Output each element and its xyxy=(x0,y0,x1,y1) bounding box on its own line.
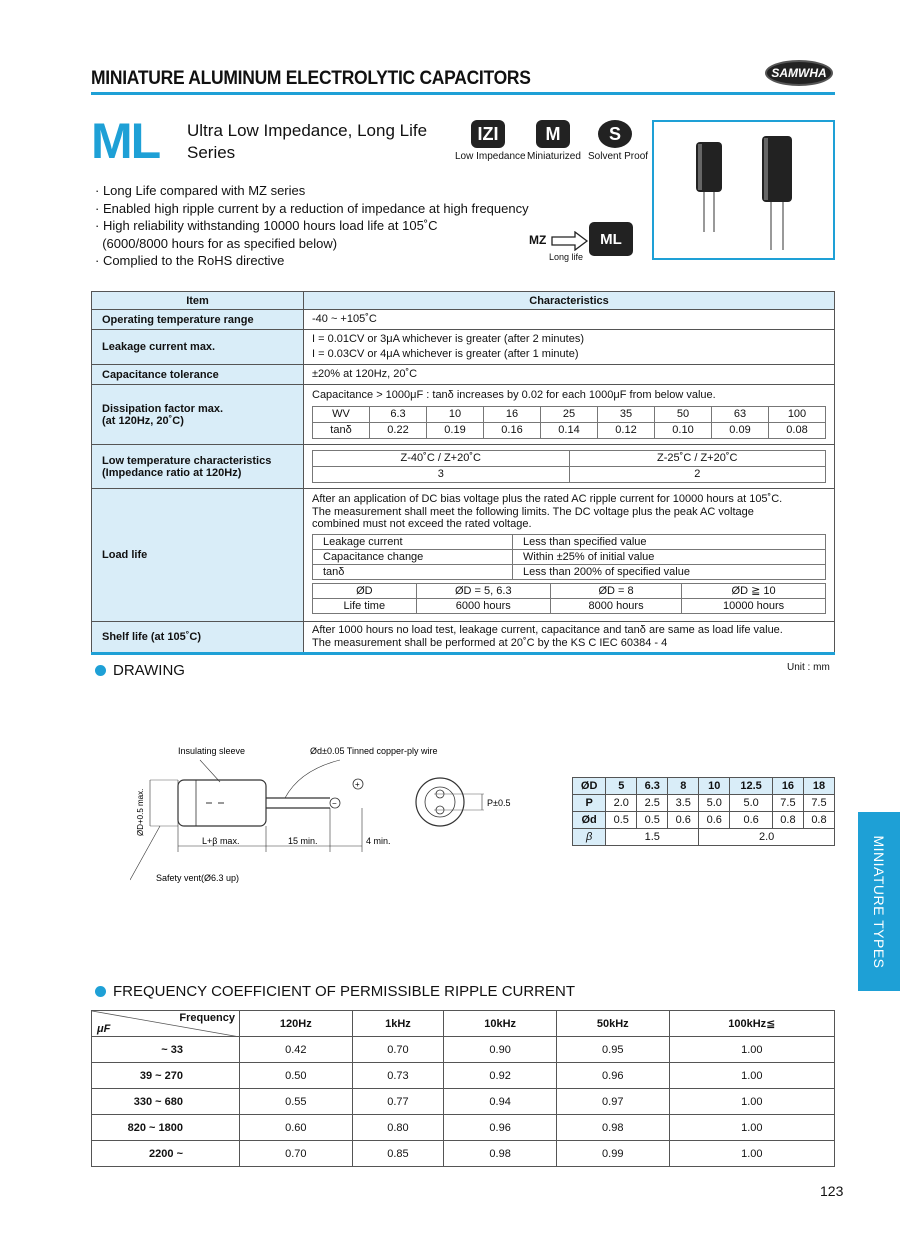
dim-cell: 0.5 xyxy=(637,812,668,829)
subtitle-line-1: Ultra Low Impedance, Long Life xyxy=(187,121,428,140)
cap-range: 2200 ~ xyxy=(92,1141,240,1167)
shelf-line: The measurement shall be performed at 20˚C by the KS C IEC 60384 - 4 xyxy=(312,637,668,649)
wv-cell: 6.3 xyxy=(370,406,427,422)
series-code: ML xyxy=(91,113,160,169)
feature-list xyxy=(95,182,529,270)
dim-cell: 7.5 xyxy=(803,795,834,812)
coef-cell: 0.50 xyxy=(240,1063,353,1089)
spec-item: Capacitance tolerance xyxy=(92,365,304,385)
dim-head: β xyxy=(573,829,606,846)
coef-cell: 1.00 xyxy=(669,1115,834,1141)
relation-to: ML xyxy=(589,222,633,256)
cap-range: ~ 33 xyxy=(92,1037,240,1063)
tan-cell: 0.08 xyxy=(769,422,826,438)
badge-caption: Miniaturized xyxy=(527,151,581,162)
label-wire: Ød±0.05 Tinned copper-ply wire xyxy=(310,746,438,756)
badge-miniaturized xyxy=(527,120,579,162)
freq-col-head: 120Hz xyxy=(240,1011,353,1037)
spec-value xyxy=(304,385,835,445)
product-photo xyxy=(652,120,835,260)
dim-head: P xyxy=(573,795,606,812)
corner-cell xyxy=(92,1011,240,1037)
spec-item: Load life xyxy=(92,489,304,622)
capacitor-photo-icon xyxy=(654,122,833,258)
wv-cell: 35 xyxy=(598,406,655,422)
tan-cell: 0.22 xyxy=(370,422,427,438)
limit-key: tanδ xyxy=(313,564,513,579)
limit-key: Capacitance change xyxy=(313,549,513,564)
coef-cell: 0.77 xyxy=(352,1089,444,1115)
lowtemp-head: Z-40˚C / Z+20˚C xyxy=(313,451,570,467)
tan-cell: 0.12 xyxy=(598,422,655,438)
dim-cell: 0.5 xyxy=(606,812,637,829)
wv-cell: 100 xyxy=(769,406,826,422)
freq-col-head: 10kHz xyxy=(444,1011,557,1037)
spec-head-item: Item xyxy=(92,292,304,310)
drawing-title: DRAWING xyxy=(113,662,185,679)
minus-sign-icon: − xyxy=(332,799,337,808)
spec-value xyxy=(304,330,835,365)
leakage-line: I = 0.01CV or 3μA whichever is greater (after 2 minutes) xyxy=(312,333,584,345)
spec-item xyxy=(92,385,304,445)
dim-cell: 2.5 xyxy=(637,795,668,812)
loadlife-text: combined must not exceed the rated voltage. xyxy=(312,518,532,531)
dim-cell: 2.0 xyxy=(606,795,637,812)
spec-head-characteristics: Characteristics xyxy=(304,292,835,310)
loadlife-limits-table xyxy=(312,534,826,580)
wv-cell: 16 xyxy=(484,406,541,422)
leakage-line: I = 0.03CV or 4μA whichever is greater (after 1 minute) xyxy=(312,348,579,360)
dissipation-table xyxy=(312,406,826,439)
wv-cell: 50 xyxy=(655,406,712,422)
dissipation-note: Capacitance > 1000μF : tanδ increases by 0.02 for each 1000μF from below value. xyxy=(312,388,716,401)
loadlife-text: After an application of DC bias voltage plus the rated AC ripple current for 10000 hours at 105˚C. xyxy=(312,493,783,506)
coef-cell: 0.70 xyxy=(240,1141,353,1167)
lowtemp-value: 3 xyxy=(313,467,570,483)
coef-cell: 0.60 xyxy=(240,1115,353,1141)
coef-cell: 0.99 xyxy=(556,1141,669,1167)
coef-cell: 0.73 xyxy=(352,1063,444,1089)
wv-cell: 25 xyxy=(541,406,598,422)
freq-col-head: 50kHz xyxy=(556,1011,669,1037)
spec-value: -40 ~ +105˚C xyxy=(304,310,835,330)
spec-item-line: Low temperature characteristics xyxy=(102,454,272,467)
dim-head: Ød xyxy=(573,812,606,829)
spec-item-line: (Impedance ratio at 120Hz) xyxy=(102,466,242,479)
dim-cell: 8 xyxy=(668,778,699,795)
spec-value xyxy=(304,489,835,622)
lifetime-value: 8000 hours xyxy=(550,598,681,613)
page-title: MINIATURE ALUMINUM ELECTROLYTIC CAPACITORS xyxy=(91,68,531,89)
relation-caption: Long life xyxy=(549,252,584,262)
coef-cell: 0.97 xyxy=(556,1089,669,1115)
label-pitch: P±0.5 xyxy=(487,798,511,808)
label-vent: Safety vent(Ø6.3 up) xyxy=(156,873,240,883)
badge-solvent-proof xyxy=(588,120,649,162)
tan-cell: 0.16 xyxy=(484,422,541,438)
coef-cell: 0.90 xyxy=(444,1037,557,1063)
dim-cell: 1.5 xyxy=(606,829,699,846)
label-diameter: ØD+0.5 max. xyxy=(136,788,145,836)
spec-value: ±20% at 120Hz, 20˚C xyxy=(304,365,835,385)
spec-item-line: (at 120Hz, 20˚C) xyxy=(102,414,184,427)
lifetime-value: 6000 hours xyxy=(416,598,550,613)
coef-cell: 0.70 xyxy=(352,1037,444,1063)
lifetime-head: ØD = 8 xyxy=(550,583,681,598)
dim-cell: 0.6 xyxy=(730,812,773,829)
tan-cell: 0.14 xyxy=(541,422,598,438)
lowtemp-value: 2 xyxy=(569,467,826,483)
coef-cell: 0.95 xyxy=(556,1037,669,1063)
coef-cell: 0.96 xyxy=(556,1063,669,1089)
table-row xyxy=(92,1063,835,1089)
wv-label: WV xyxy=(313,406,370,422)
frequency-title: FREQUENCY COEFFICIENT OF PERMISSIBLE RIPPLE CURRENT xyxy=(113,983,576,1000)
table-row xyxy=(92,1089,835,1115)
solvent-proof-icon: S xyxy=(598,120,632,148)
corner-frequency: Frequency xyxy=(179,1012,235,1024)
tan-label: tanδ xyxy=(313,422,370,438)
lifetime-value: 10000 hours xyxy=(682,598,826,613)
samwha-logo: SAMWHA xyxy=(765,60,833,86)
coef-cell: 0.92 xyxy=(444,1063,557,1089)
page-number: 123 xyxy=(820,1183,844,1199)
dim-cell: 6.3 xyxy=(637,778,668,795)
dim-cell: 16 xyxy=(772,778,803,795)
frequency-table xyxy=(91,1010,835,1167)
dim-cell: 12.5 xyxy=(730,778,773,795)
coef-cell: 0.85 xyxy=(352,1141,444,1167)
limit-key: Leakage current xyxy=(313,534,513,549)
series-subtitle xyxy=(187,120,447,164)
bullet-dot-icon xyxy=(95,986,106,997)
coef-cell: 0.98 xyxy=(556,1115,669,1141)
dim-cell: 0.6 xyxy=(668,812,699,829)
cap-range: 820 ~ 1800 xyxy=(92,1115,240,1141)
relation-from: MZ xyxy=(529,233,547,247)
section-rule xyxy=(91,652,835,655)
lifetime-head: ØD ≧ 10 xyxy=(682,583,826,598)
limit-value: Less than specified value xyxy=(513,534,826,549)
dim-head: ØD xyxy=(573,778,606,795)
lowtemp-table xyxy=(312,450,826,483)
coef-cell: 0.96 xyxy=(444,1115,557,1141)
label-sleeve: Insulating sleeve xyxy=(178,746,246,756)
label-length: L+β max. xyxy=(202,836,240,846)
coef-cell: 0.98 xyxy=(444,1141,557,1167)
capacitor-drawing xyxy=(130,740,530,890)
feature-item: · High reliability withstanding 10000 hours load life at 105˚C xyxy=(95,218,438,234)
limit-value: Within ±25% of initial value xyxy=(513,549,826,564)
frequency-heading xyxy=(95,983,575,1000)
dim-cell: 7.5 xyxy=(772,795,803,812)
specification-table xyxy=(91,291,835,653)
dim-cell: 18 xyxy=(803,778,834,795)
dim-cell: 3.5 xyxy=(668,795,699,812)
cap-range: 330 ~ 680 xyxy=(92,1089,240,1115)
arrow-right-icon xyxy=(551,231,589,251)
corner-uf: μF xyxy=(97,1023,111,1035)
feature-item: · Enabled high ripple current by a reduction of impedance at high frequency xyxy=(95,200,529,216)
tan-cell: 0.19 xyxy=(427,422,484,438)
coef-cell: 0.42 xyxy=(240,1037,353,1063)
section-side-tab xyxy=(858,812,900,991)
low-impedance-icon: IZI xyxy=(471,120,505,148)
label-end: 4 min. xyxy=(366,836,391,846)
limit-value: Less than 200% of specified value xyxy=(513,564,826,579)
subtitle-line-2: Series xyxy=(187,143,236,162)
spec-value xyxy=(304,622,835,653)
freq-col-head: 100kHz≦ xyxy=(669,1011,834,1037)
coef-cell: 0.80 xyxy=(352,1115,444,1141)
coef-cell: 1.00 xyxy=(669,1141,834,1167)
dim-cell: 5.0 xyxy=(730,795,773,812)
lifetime-head: ØD xyxy=(313,583,417,598)
badge-low-impedance xyxy=(455,120,526,162)
miniaturized-icon: M xyxy=(536,120,570,148)
feature-item: · Long Life compared with MZ series xyxy=(95,183,306,198)
spec-item xyxy=(92,445,304,489)
dim-cell: 2.0 xyxy=(699,829,835,846)
bullet-dot-icon xyxy=(95,665,106,676)
lifetime-value: Life time xyxy=(313,598,417,613)
spec-item: Operating temperature range xyxy=(92,310,304,330)
loadlife-text: The measurement shall meet the following limits. The DC voltage plus the peak AC voltage xyxy=(312,505,754,518)
spec-item: Shelf life (at 105˚C) xyxy=(92,622,304,653)
spec-item-line: Dissipation factor max. xyxy=(102,402,224,415)
spec-item: Leakage current max. xyxy=(92,330,304,365)
dim-cell: 0.8 xyxy=(803,812,834,829)
wv-cell: 63 xyxy=(712,406,769,422)
shelf-line: After 1000 hours no load test, leakage current, capacitance and tanδ are same as load life value. xyxy=(312,624,783,636)
lifetime-head: ØD = 5, 6.3 xyxy=(416,583,550,598)
unit-label: Unit : mm xyxy=(787,662,830,673)
dim-cell: 5.0 xyxy=(699,795,730,812)
table-row xyxy=(92,1037,835,1063)
dimension-table xyxy=(572,777,835,846)
drawing-heading xyxy=(95,662,185,679)
table-row xyxy=(92,1141,835,1167)
lowtemp-head: Z-25˚C / Z+20˚C xyxy=(569,451,826,467)
label-lead: 15 min. xyxy=(288,836,318,846)
coef-cell: 1.00 xyxy=(669,1037,834,1063)
wv-cell: 10 xyxy=(427,406,484,422)
dim-cell: 10 xyxy=(699,778,730,795)
feature-item: · Complied to the RoHS directive xyxy=(95,253,285,269)
plus-sign-icon: + xyxy=(355,780,360,789)
lifetime-table xyxy=(312,583,826,614)
tan-cell: 0.10 xyxy=(655,422,712,438)
coef-cell: 0.55 xyxy=(240,1089,353,1115)
side-tab-label: MINIATURE TYPES xyxy=(871,834,887,969)
table-row xyxy=(92,1115,835,1141)
coef-cell: 0.94 xyxy=(444,1089,557,1115)
cap-range: 39 ~ 270 xyxy=(92,1063,240,1089)
title-rule xyxy=(91,92,835,95)
feature-item: (6000/8000 hours for as specified below) xyxy=(95,235,338,251)
tan-cell: 0.09 xyxy=(712,422,769,438)
badge-caption: Solvent Proof xyxy=(588,151,649,162)
freq-col-head: 1kHz xyxy=(352,1011,444,1037)
badge-caption: Low Impedance xyxy=(455,151,526,162)
dim-cell: 0.8 xyxy=(772,812,803,829)
dim-cell: 0.6 xyxy=(699,812,730,829)
dim-cell: 5 xyxy=(606,778,637,795)
spec-value xyxy=(304,445,835,489)
coef-cell: 1.00 xyxy=(669,1089,834,1115)
coef-cell: 1.00 xyxy=(669,1063,834,1089)
